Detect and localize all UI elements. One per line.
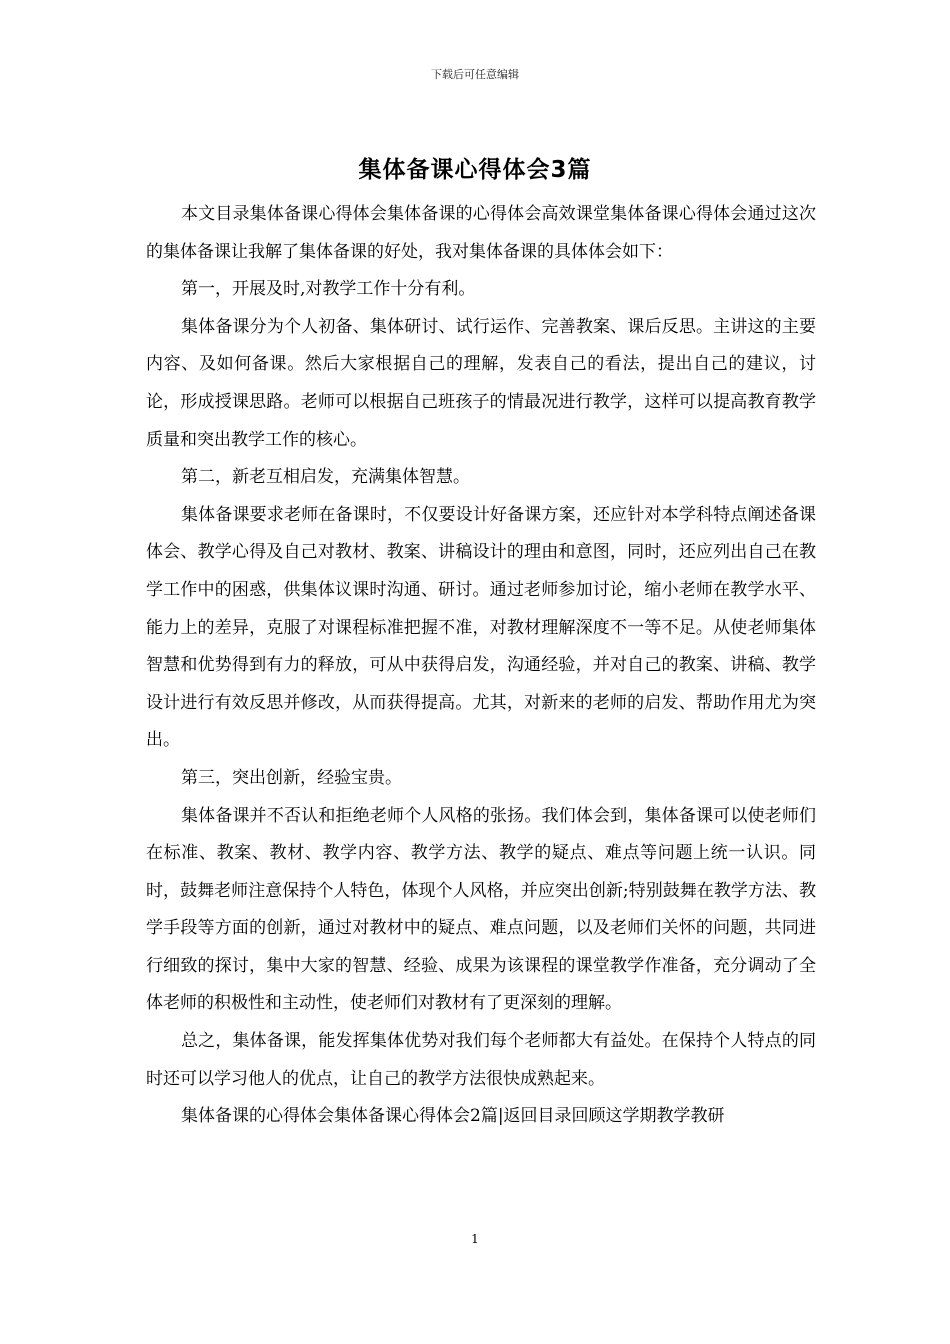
document-body xyxy=(146,196,816,1136)
page-header-note: 下载后可任意编辑 xyxy=(431,68,519,81)
paragraph-point-two-body: 集体备课要求老师在备课时，不仅要设计好备课方案，还应针对本学科特点阐述备课体会、教学心得及自己对教材、教案、讲稿设计的理由和意图，同时，还应列出自己在教学工作中的困惑，供集体议课时沟通、研讨。通过老师参加讨论，缩小老师在教学水平、能力上的差异，克服了对课程标准把握不准，对教材理解深度不一等不足。从使老师集体智慧和优势得到有力的释放，可从中获得启发，沟通经验，并对自己的教案、讲稿、教学设计进行有效反思并修改，从而获得提高。尤其，对新来的老师的启发、帮助作用尤为突出。 xyxy=(146,504,816,751)
paragraph-point-one-heading: 第一，开展及时,对教学工作十分有利。 xyxy=(181,279,476,300)
paragraph-point-two-heading: 第二，新老互相启发，充满集体智慧。 xyxy=(181,467,470,488)
page-number: 1 xyxy=(471,1232,479,1246)
paragraph-point-three-body: 集体备课并不否认和拒绝老师个人风格的张扬。我们体会到，集体备课可以使老师们在标准、教案、教材、教学内容、教学方法、教学的疑点、难点等问题上统一认识。同时，鼓舞老师注意保持个人特色，体现个人风格，并应突出创新;特别鼓舞在教学方法、教学手段等方面的创新，通过对教材中的疑点、难点问题，以及老师们关怀的问题，共同进行细致的探讨，集中大家的智慧、经验、成果为该课程的课堂教学作准备，充分调动了全体老师的积极性和主动性，使老师们对教材有了更深刻的理解。 xyxy=(146,805,816,1014)
paragraph-point-one-body: 集体备课分为个人初备、集体研讨、试行运作、完善教案、课后反思。主讲这的主要内容、及如何备课。然后大家根据自己的理解，发表自己的看法，提出自己的建议，讨论，形成授课思路。老师可以根据自己班孩子的情最况进行教学，这样可以提高教育教学质量和突出教学工作的核心。 xyxy=(146,316,816,450)
document-title: 集体备课心得体会3篇 xyxy=(358,157,592,183)
paragraph-intro: 本文目录集体备课心得体会集体备课的心得体会高效课堂集体备课心得体会通过这次的集体备课让我解了集体备课的好处，我对集体备课的具体体会如下： xyxy=(146,204,816,262)
paragraph-next-section: 集体备课的心得体会集体备课心得体会2篇|返回目录回顾这学期教学教研 xyxy=(181,1106,725,1127)
paragraph-point-three-heading: 第三，突出创新，经验宝贵。 xyxy=(181,767,402,788)
paragraph-summary: 总之，集体备课，能发挥集体优势对我们每个老师都大有益处。在保持个人特点的同时还可以学习他人的优点，让自己的教学方法很快成熟起来。 xyxy=(146,1031,816,1089)
